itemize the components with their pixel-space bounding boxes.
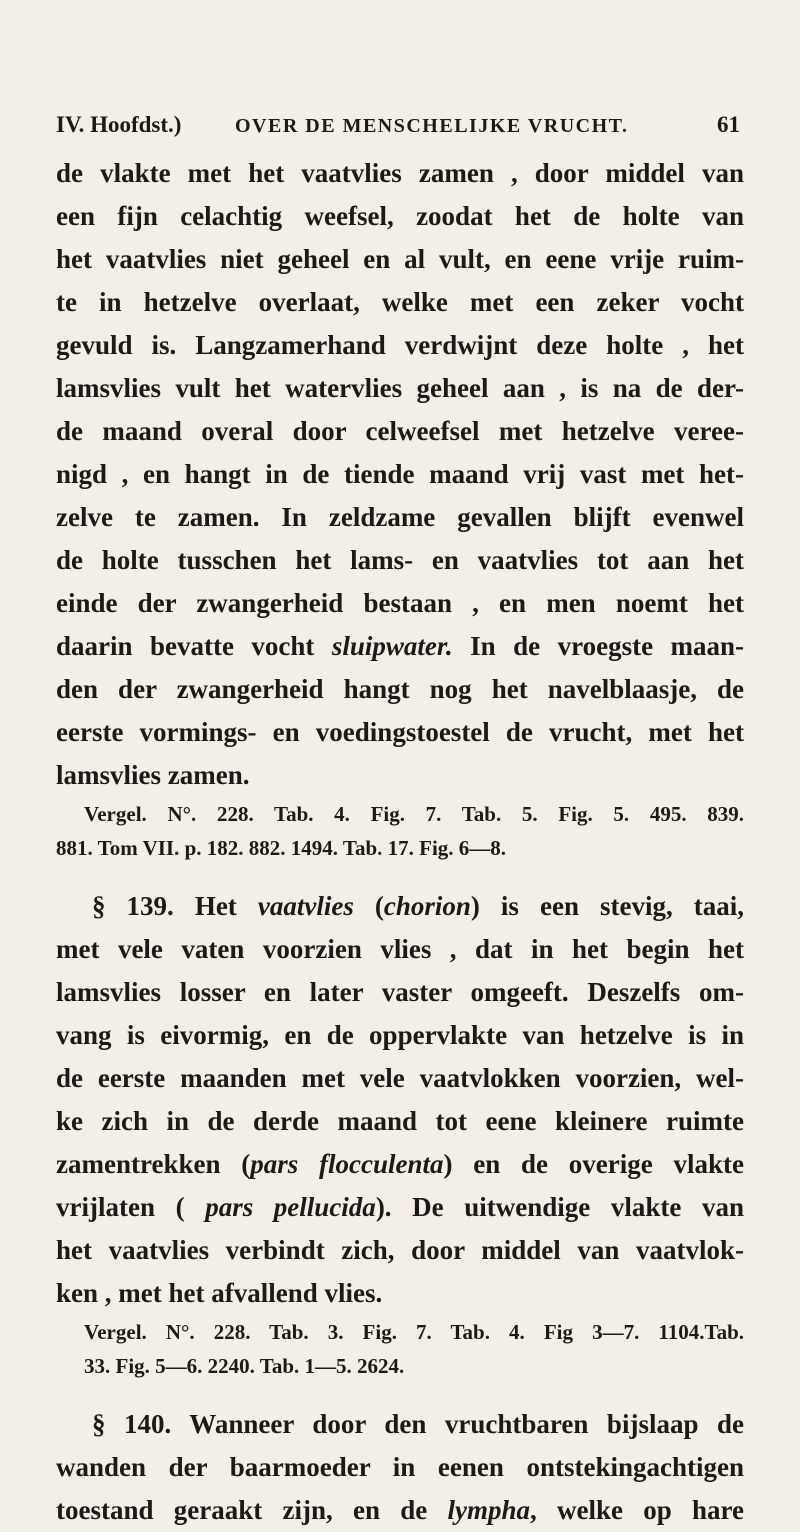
text-line: eerste vormings- en voedingstoestel de vrucht, met het <box>56 717 744 747</box>
text-line: ken , met het afvallend vlies. <box>56 1278 383 1308</box>
text-fragment: zamentrekken ( <box>56 1149 251 1179</box>
text-line: gevuld is. Langzamerhand verdwijnt deze holte , het <box>56 330 744 360</box>
text-line <box>56 1143 744 1186</box>
text-line: ke zich in de derde maand tot eene kleinere ruimte <box>56 1106 744 1136</box>
reference-line: 33. Fig. 5—6. 2240. Tab. 1—5. 2624. <box>84 1354 405 1378</box>
text-line: een fijn celachtig weefsel, zoodat het de holte van <box>56 201 744 231</box>
reference-line: Vergel. N°. 228. Tab. 3. Fig. 7. Tab. 4. Fig 3—7. 1104.Tab. <box>84 1320 744 1344</box>
italic-term-pars-flocculenta: pars flocculenta <box>250 1149 444 1179</box>
italic-term-vaatvlies: vaatvlies <box>257 891 354 921</box>
paragraph-1 <box>56 152 744 797</box>
text-line: nigd , en hangt in de tiende maand vrij vast met het- <box>56 459 744 489</box>
text-fragment: In de vroegste maan- <box>470 631 745 661</box>
text-line <box>56 885 744 928</box>
text-line: lamsvlies vult het watervlies geheel aan , is na de der- <box>56 373 744 403</box>
text-line: vang is eivormig, en de oppervlakte van hetzelve is in <box>56 1020 744 1050</box>
text-line: einde der zwangerheid bestaan , en men noemt het <box>56 588 744 618</box>
text-line: het vaatvlies niet geheel en al vult, en eene vrije ruim- <box>56 244 744 274</box>
chapter-reference: IV. Hoofdst.) <box>56 112 182 137</box>
paragraph-2 <box>56 885 744 1315</box>
running-title: OVER DE MENSCHELIJKE VRUCHT. <box>235 115 629 137</box>
paragraph-3 <box>56 1403 744 1532</box>
text-fragment: ( <box>374 891 384 921</box>
reference-line: 881. Tom VII. p. 182. 882. 1494. Tab. 17. Fig. 6—8. <box>56 836 507 860</box>
text-line: § 140. Wanneer door den vruchtbaren bijslaap de <box>92 1409 744 1439</box>
reference-line: Vergel. N°. 228. Tab. 4. Fig. 7. Tab. 5. Fig. 5. 495. 839. <box>84 802 744 826</box>
text-fragment: toestand geraakt zijn, en de <box>56 1495 428 1525</box>
text-fragment: ). De uitwendige vlakte van <box>375 1192 744 1222</box>
text-fragment: , welke op hare <box>530 1495 744 1525</box>
reference-note-2 <box>56 1315 744 1383</box>
text-line: lamsvlies losser en later vaster omgeeft. Deszelfs om- <box>56 977 744 1007</box>
text-line: zelve te zamen. In zeldzame gevallen blijft evenwel <box>56 502 744 532</box>
text-line: de vlakte met het vaatvlies zamen , door middel van <box>56 158 744 188</box>
running-header <box>56 112 740 142</box>
text-fragment: ) is een stevig, taai, <box>470 891 745 921</box>
italic-term-lympha: lympha <box>447 1495 530 1525</box>
text-line: met vele vaten voorzien vlies , dat in het begin het <box>56 934 744 964</box>
reference-note-1 <box>56 797 744 865</box>
text-line <box>56 1489 744 1532</box>
text-fragment: daarin bevatte vocht <box>56 631 315 661</box>
text-line: het vaatvlies verbindt zich, door middel van vaatvlok- <box>56 1235 744 1265</box>
section-mark: § 139. Het <box>92 891 237 921</box>
text-line: de eerste maanden met vele vaatvlokken voorzien, wel- <box>56 1063 744 1093</box>
page-number: 61 <box>717 112 740 137</box>
italic-term-chorion: chorion <box>383 891 471 921</box>
italic-term-pars-pellucida: pars pellucida <box>205 1192 376 1222</box>
italic-term-sluipwater: sluipwater. <box>331 631 453 661</box>
page-body <box>56 152 744 1532</box>
text-line: lamsvlies zamen. <box>56 760 250 790</box>
text-line: de maand overal door celweefsel met hetzelve veree- <box>56 416 744 446</box>
text-line <box>56 625 744 668</box>
text-line: den der zwangerheid hangt nog het navelblaasje, de <box>56 674 744 704</box>
text-line: wanden der baarmoeder in eenen ontstekingachtigen <box>56 1452 744 1482</box>
text-line: te in hetzelve overlaat, welke met een zeker vocht <box>56 287 744 317</box>
text-line: de holte tusschen het lams- en vaatvlies tot aan het <box>56 545 744 575</box>
text-fragment: vrijlaten ( <box>56 1192 185 1222</box>
text-fragment: ) en de overige vlakte <box>443 1149 744 1179</box>
text-line <box>56 1186 744 1229</box>
